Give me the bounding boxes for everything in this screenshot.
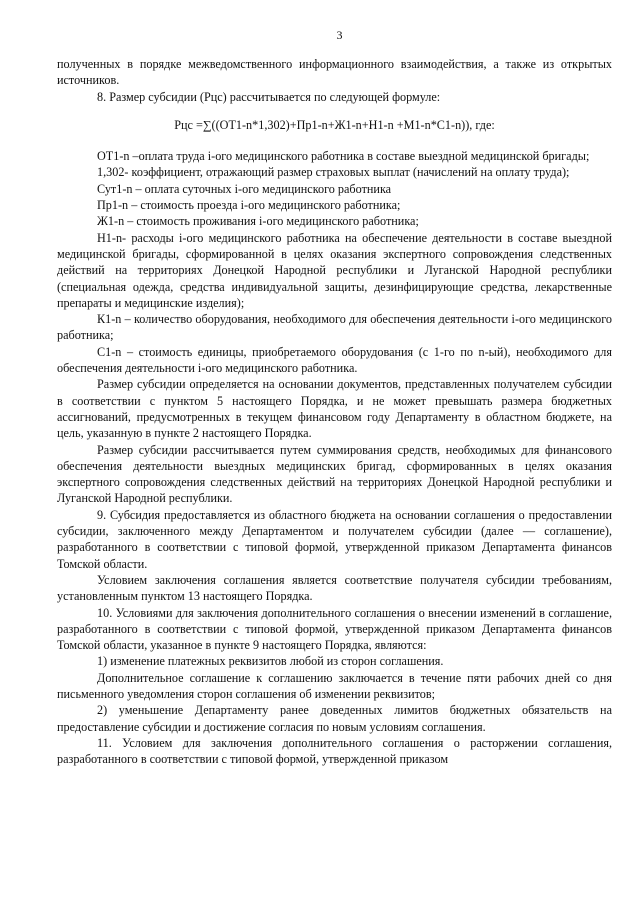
paragraph: Пр1-n – стоимость проезда i-ого медицинского работника; (97, 198, 401, 213)
paragraph: 2) уменьшение Департаменту ранее доведенных лимитов бюджетных обязательств на предоставление субсидии и достижение согласия по новым условиям соглашения. (57, 703, 612, 734)
paragraph: Ж1-n – стоимость проживания i-ого медицинского работника; (97, 214, 419, 229)
paragraph: Условием заключения соглашения является соответствие получателя субсидии требованиям, установленным пунктом 13 настоящего Порядка. (57, 572, 612, 604)
paragraph: К1-n – количество оборудования, необходимого для обеспечения деятельности i-ого медицинского работника; (57, 312, 612, 343)
paragraph: Размер субсидии определяется на основании документов, представленных получателем субсидии в соответствии с пунктом 5 настоящего Порядка, и не может превышать размера бюджетных ассигнований, предусмотренных в текущем финансовом году Департаменту в областном бюджете, на цель, указанную в пункте 2 настоящего Порядка. (57, 377, 612, 441)
paragraph: 9. Субсидия предоставляется из областного бюджета на основании соглашения о предоставлении субсидии, заключенного между Департаментом и получателем субсидии (далее — соглашение), разработанного в соответствии с типовой формой, утвержденной приказом Департамента финансов Томской области. (57, 507, 612, 571)
paragraph: 1,302- коэффициент, отражающий размер страховых выплат (начислений на оплату труда); (97, 165, 570, 180)
paragraph: 11. Условием для заключения дополнительного соглашения о расторжении соглашения, разработанного в соответствии с типовой формой, утвержденной приказом (57, 735, 612, 767)
paragraph: 8. Размер субсидии (Рцс) рассчитывается по следующей формуле: (97, 89, 441, 104)
paragraph: полученных в порядке межведомственного информационного взаимодействия, а также из открытых источников. (57, 57, 612, 88)
paragraph: С1-n – стоимость единицы, приобретаемого оборудования (с 1-го по n-ый), необходимого для обеспечения деятельности i-ого медицинского работника. (57, 344, 612, 376)
document-body (57, 56, 612, 767)
paragraph: ОТ1-n –оплата труда i-ого медицинского работника в составе выездной медицинской бригады; (97, 149, 590, 164)
subsidy-formula: Рцс =∑((ОТ1-n*1,302)+Пр1-n+Ж1-n+Н1-n +М1-n*С1-n)), где: (174, 117, 495, 132)
paragraph: 10. Условиями для заключения дополнительного соглашения о внесении изменений в соглашение, разработанного в соответствии с типовой формой, утвержденной приказом Департамента финансов Томской области, указанное в пункте 9 настоящего Порядка, являются: (57, 605, 612, 653)
paragraph: Размер субсидии рассчитывается путем суммирования средств, необходимых для финансового обеспечения деятельности выездных медицинских бригад, сформированных в целях оказания экспертного сопровождения следственных действий на территориях Донецкой Народной республики и Луганской Народной республики. (57, 442, 612, 506)
page-number: 3 (336, 28, 343, 42)
paragraph: Дополнительное соглашение к соглашению заключается в течение пяти рабочих дней со дня письменного уведомления сторон соглашения об изменении реквизитов; (57, 670, 612, 701)
paragraph: Н1-n- расходы i-ого медицинского работника на обеспечение деятельности в составе выездной медицинской бригады, сформированной в целях оказания экспертного сопровождения следственных действий на территориях Донецкой Народной республики и Луганской Народной республики (специальная одежда, средства индивидуальной защиты, дезинфицирующие средства, лекарственные препараты и медицинские изделия); (57, 230, 612, 310)
paragraph: 1) изменение платежных реквизитов любой из сторон соглашения. (97, 654, 444, 669)
paragraph: Сут1-n – оплата суточных i-ого медицинского работника (97, 181, 392, 196)
